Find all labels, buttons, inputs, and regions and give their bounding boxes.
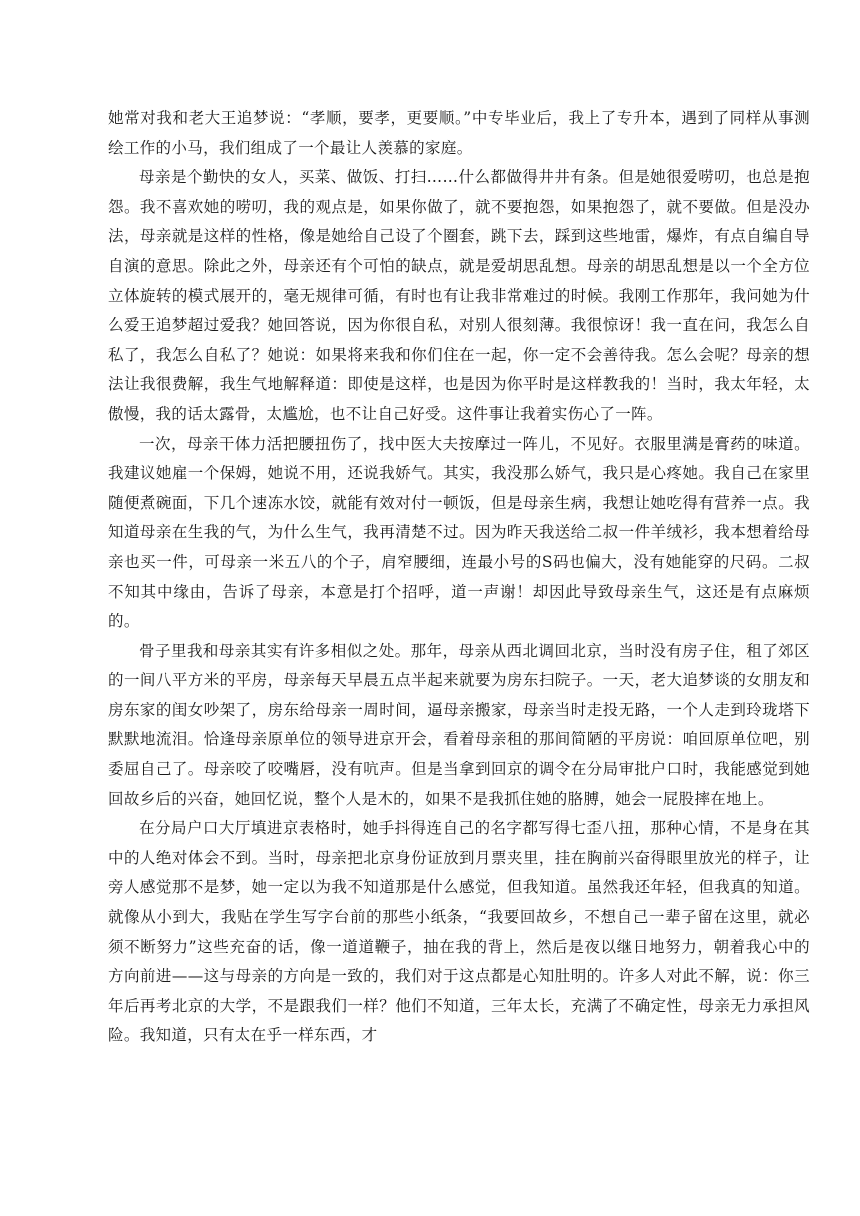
paragraph-2: 母亲是个勤快的女人，买菜、做饭、打扫……什么都做得井井有条。但是她很爱唠叨，也总是抱怨。我不喜欢她的唠叨，我的观点是，如果你做了，就不要抱怨，如果抱怨了，就不要做。但是没办法，母亲就是这样的性格，像是她给自己设了个圈套，跳下去，踩到这些地雷，爆炸，有点自编自导自演的意思。除此之外，母亲还有个可怕的缺点，就是爱胡思乱想。母亲的胡思乱想是以一个全方位立体旋转的模式展开的，毫无规律可循，有时也有让我非常难过的时候。我刚工作那年，我问她为什么爱王追梦超过爱我？她回答说，因为你很自私，对别人很刻薄。我很惊讶！我一直在问，我怎么自私了，我怎么自私了？她说：如果将来我和你们住在一起，你一定不会善待我。怎么会呢？母亲的想法让我很费解，我生气地解释道：即使是这样，也是因为你平时是这样教我的！当时，我太年轻，太傲慢，我的话太露骨，太尴尬，也不让自己好受。这件事让我着实伤心了一阵。 bbox=[108, 168, 810, 423]
paragraph-1: 她常对我和老大王追梦说：“孝顺，要孝，更要顺。”中专毕业后，我上了专升本，遇到了同样从事测绘工作的小马，我们组成了一个最让人羡慕的家庭。 bbox=[108, 109, 810, 157]
document-page bbox=[108, 104, 810, 1051]
paragraph-5: 在分局户口大厅填进京表格时，她手抖得连自己的名字都写得七歪八扭，那种心情，不是身在其中的人绝对体会不到。当时，母亲把北京身份证放到月票夹里，挂在胸前兴奋得眼里放光的样子，让旁人感觉那不是梦，她一定以为我不知道那是什么感觉，但我知道。虽然我还年轻，但我真的知道。就像从小到大，我贴在学生写字台前的那些小纸条，“我要回故乡，不想自己一辈子留在这里，就必须不断努力”这些充奋的话，像一道道鞭子，抽在我的背上，然后是夜以继日地努力，朝着我心中的方向前进——这与母亲的方向是一致的，我们对于这点都是心知肚明的。许多人对此不解，说：你三年后再考北京的大学，不是跟我们一样？他们不知道，三年太长，充满了不确定性，母亲无力承担风险。我知道，只有太在乎一样东西，才 bbox=[108, 819, 810, 1045]
paragraph-4: 骨子里我和母亲其实有许多相似之处。那年，母亲从西北调回北京，当时没有房子住，租了郊区的一间八平方米的平房，母亲每天早晨五点半起来就要为房东扫院子。一天，老大追梦谈的女朋友和房东家的闺女吵架了，房东给母亲一周时间，逼母亲搬家，母亲当时走投无路，一个人走到玲珑塔下默默地流泪。恰逢母亲原单位的领导进京开会，看着母亲租的那间简陋的平房说：咱回原单位吧，别委屈自己了。母亲咬了咬嘴唇，没有吭声。但是当拿到回京的调令在分局审批户口时，我能感觉到她回故乡后的兴奋，她回忆说，整个人是木的，如果不是我抓住她的胳膊，她会一屁股摔在地上。 bbox=[108, 641, 810, 808]
paragraph-3: 一次，母亲干体力活把腰扭伤了，找中医大夫按摩过一阵儿，不见好。衣服里满是膏药的味道。我建议她雇一个保姆，她说不用，还说我娇气。其实，我没那么娇气，我只是心疼她。我自己在家里随便煮碗面，下几个速冻水饺，就能有效对付一顿饭，但是母亲生病，我想让她吃得有营养一点。我知道母亲在生我的气，为什么生气，我再清楚不过。因为昨天我送给二叔一件羊绒衫，我本想着给母亲也买一件，可母亲一米五八的个子，肩窄腰细，连最小号的S码也偏大，没有她能穿的尺码。二叔不知其中缘由，告诉了母亲，本意是打个招呼，道一声谢！却因此导致母亲生气，这还是有点麻烦的。 bbox=[108, 434, 810, 631]
